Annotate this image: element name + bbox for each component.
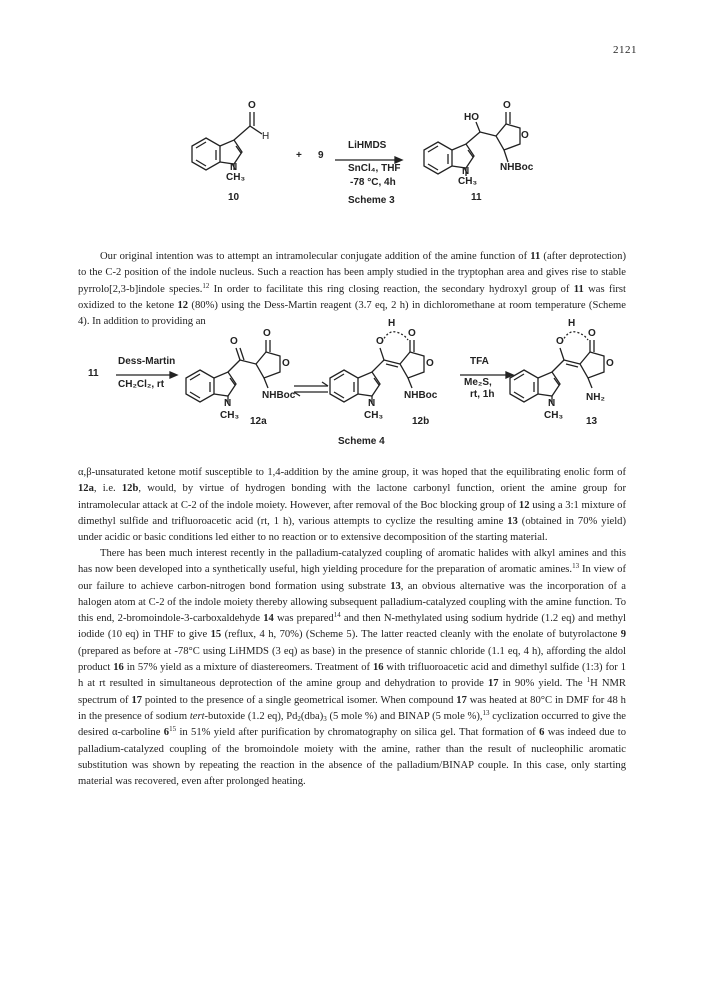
condition-2: SnCl₄, THF (348, 163, 401, 174)
atom-O: O (376, 336, 384, 347)
atom-CH3: CH₃ (220, 410, 240, 421)
condition-tfa: TFA (470, 356, 489, 367)
atom-H: H (388, 318, 396, 329)
atom-N: N (548, 398, 556, 409)
atom-CH3: CH₃ (544, 410, 564, 421)
condition-dess-martin: Dess-Martin (118, 356, 176, 367)
compound-12a-label: 12a (250, 416, 267, 427)
reagent-9: 9 (318, 150, 324, 161)
paragraph-text: α,β-unsaturated ketone motif susceptible to 1,4-addition by the amine group, it was hoped that the equilibrating enolic form of 12a, i.e. 12b, would, by virtue of hydrogen bonding with the lactone carbonyl function, orient the amine group for intramolecular attack at C-2 of the indole moiety. However, after removal of the Boc blocking group of 12 using a 3:1 mixture of dimethyl sulfide and trifluoroacetic acid (rt, 1 h), various attempts to cyclize the resulting amine 13 (obtained in 70% yield) under acidic or basic conditions led either to no reaction or to extensive decomposition of the starting material. (78, 467, 626, 544)
atom-NHBoc: NHBoc (500, 162, 534, 173)
atom-O: O (263, 328, 271, 339)
scheme-4-structures (0, 312, 711, 452)
atom-O: O (282, 358, 290, 369)
compound-11-label: 11 (471, 192, 482, 203)
condition-3: -78 °C, 4h (350, 177, 396, 188)
atom-HO: HO (464, 112, 479, 123)
atom-O: O (556, 336, 564, 347)
atom-CH3: CH₃ (364, 410, 384, 421)
atom-NHBoc: NHBoc (262, 390, 296, 401)
condition-solvent: CH₂Cl₂, rt (118, 379, 165, 390)
atom-NHBoc: NHBoc (404, 390, 438, 401)
paragraph-3 (78, 546, 626, 790)
pyrrole-ring (220, 140, 242, 164)
compound-12b-label: 12b (412, 416, 430, 427)
start-compound-11: 11 (88, 368, 99, 379)
condition-me2s: Me₂S, (464, 377, 492, 388)
atom-CH3: CH₃ (458, 176, 478, 187)
atom-O: O (408, 328, 416, 339)
atom-O: O (521, 130, 529, 141)
scheme-4 (0, 312, 711, 452)
atom-H: H (568, 318, 576, 329)
compound-13-label: 13 (586, 416, 598, 427)
atom-N: N (368, 398, 376, 409)
paragraph-text: There has been much interest recently in the palladium-catalyzed coupling of aromatic halides with alkyl amines and this has now been developed into a synthetically useful, high yielding procedure for the preparation of aromatic amines.$^{13}$ In view of our failure to achieve carbon-nitrogen bond formation using substrate 13, an obvious alternative was the incorporation of a halogen atom at C-2 of the indole moiety thereby allowing subsequent palladium-catalyzed coupling with the amine function. To this end, 2-bromoindole-3-carboxaldehyde 14 was prepared$^{14}$ and then N-methylated using sodium hydride (1.2 eq) and methyl iodide (10 eq) in THF to give 15 (reflux, 4 h, 70%) (Scheme 5). The latter reacted cleanly with the enolate of butyrolactone 9 (prepared as before at -78°C using LiHMDS (3 eq) as base) in the presence of stannic chloride (1.1 eq, 4 h), affording the aldol product 16 in 57% yield as a mixture of diastereomers. Treatment of 16 with trifluoroacetic acid and dimethyl sulfide (1:3) for 1 h at rt resulted in simultaneous deprotection of the amine group and dehydration to provide 17 in 90% yield. The $^1$H NMR spectrum of 17 pointed to the presence of a single geometrical isomer. When compound 17 was heated at 80°C in DMF for 48 h in the presence of sodium tert-butoxide (1.2 eq), $Pd_2(dba)_3$ (5 mole %) and BINAP (5 mole %),$^{13}$ cyclization occurred to give the desired α-carboline $6^{15}$ in 51% yield after purification by chromatography on silica gel. That formation of 6 was indeed due to palladium-catalyzed coupling of the bromoindole moiety with the amine, rather than the result of nucleophilic aromatic substitution was shown by repeating the reaction in the absence of the palladium/BINAP couple. In this case, only starting material was recovered, even after prolonged heating. (78, 548, 627, 788)
condition-time: rt, 1h (470, 389, 495, 400)
plus-sign: + (296, 150, 302, 161)
atom-H: H (262, 131, 270, 142)
atom-CH3: CH₃ (226, 172, 246, 183)
atom-O: O (248, 100, 256, 111)
scheme-3-title: Scheme 3 (348, 195, 395, 206)
atom-NH2: NH₂ (586, 392, 605, 403)
scheme-3 (0, 100, 711, 245)
condition-1: LiHMDS (348, 140, 387, 151)
atom-O: O (503, 100, 511, 111)
atom-O: O (426, 358, 434, 369)
compound-10-label: 10 (228, 192, 240, 203)
atom-O: O (606, 358, 614, 369)
atom-N: N (230, 162, 238, 173)
atom-O: O (588, 328, 596, 339)
atom-N: N (224, 398, 232, 409)
scheme-4-title: Scheme 4 (338, 436, 385, 447)
atom-N: N (462, 166, 470, 177)
page-number: 2121 (613, 44, 637, 56)
atom-O: O (230, 336, 238, 347)
paragraph-2 (78, 465, 626, 546)
paragraph-text: Our original intention was to attempt an intramolecular conjugate addition of the amine function of 11 (after deprotection) to the C-2 position of the indole nucleus. Such a reaction has been amply studied in the tryptophan area and gives rise to stable pyrrolo[2,3-b]indole species.$^{12}$ In order to facilitate this ring closing reaction, the secondary hydroxyl group of 11 was first oxidized to the ketone 12 (80%) using the Dess-Martin reagent (3.7 eq, 2 h) in dichloromethane at room temperature (Scheme 4). In addition to providing an (78, 251, 626, 328)
